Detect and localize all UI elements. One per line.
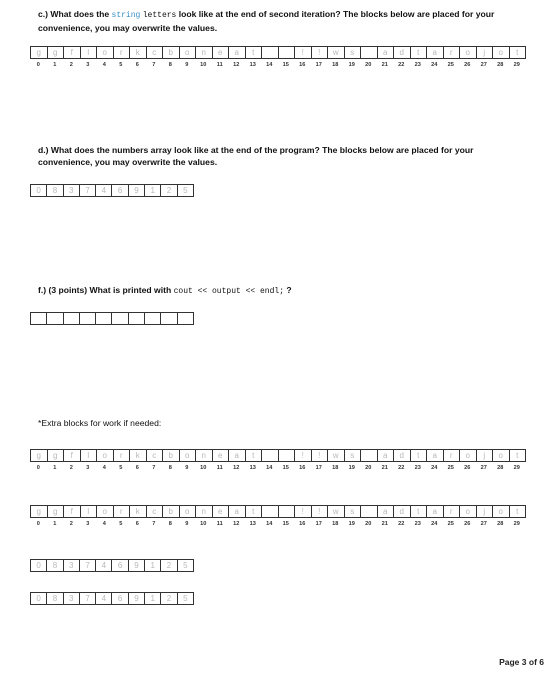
letter-cell[interactable]: k xyxy=(130,449,147,462)
letter-cell[interactable]: j xyxy=(477,505,494,518)
output-cell[interactable] xyxy=(145,312,161,325)
letter-cell[interactable]: ! xyxy=(295,505,312,518)
number-cell[interactable]: 4 xyxy=(96,559,112,572)
letter-cell[interactable]: o xyxy=(180,505,197,518)
index-label: 6 xyxy=(135,465,139,471)
index-label: 16 xyxy=(299,521,306,527)
letter-cell[interactable]: e xyxy=(213,449,230,462)
letter-cell[interactable]: a xyxy=(229,46,246,59)
index-label: 19 xyxy=(348,465,355,471)
letter-cell[interactable]: o xyxy=(460,46,477,59)
letter-cell[interactable] xyxy=(361,505,378,518)
page-current: 3 xyxy=(521,657,527,667)
letter-cell[interactable]: t xyxy=(246,46,263,59)
index-label: 18 xyxy=(332,465,339,471)
letter-cell[interactable]: s xyxy=(345,46,362,59)
index-label: 22 xyxy=(398,465,405,471)
number-cell[interactable]: 8 xyxy=(47,184,63,197)
number-cell[interactable]: 6 xyxy=(112,559,128,572)
number-cell[interactable]: 5 xyxy=(178,559,194,572)
letter-cell[interactable]: g xyxy=(48,449,65,462)
number-cell[interactable]: 1 xyxy=(145,559,161,572)
letter-cell[interactable]: a xyxy=(229,449,246,462)
index-label: 2 xyxy=(69,465,73,471)
index-label: 4 xyxy=(102,62,106,68)
index-label: 6 xyxy=(135,62,139,68)
letter-cell[interactable]: ! xyxy=(295,449,312,462)
letter-cell[interactable] xyxy=(262,46,279,59)
index-label: 26 xyxy=(464,62,471,68)
index-label: 3 xyxy=(86,62,90,68)
letter-cell[interactable]: g xyxy=(48,505,65,518)
index-label: 27 xyxy=(480,521,487,527)
index-label: 25 xyxy=(447,62,454,68)
question-f xyxy=(38,284,528,298)
number-cell[interactable]: 2 xyxy=(161,184,177,197)
numbers-block-row xyxy=(30,184,194,197)
index-label: 9 xyxy=(185,465,189,471)
question-f-code: cout << output << endl; xyxy=(173,287,285,296)
index-label: 16 xyxy=(299,465,306,471)
output-cell[interactable] xyxy=(161,312,177,325)
number-cell[interactable]: 0 xyxy=(31,559,47,572)
letter-cell[interactable]: a xyxy=(229,505,246,518)
index-label: 28 xyxy=(497,521,504,527)
index-label: 11 xyxy=(216,62,223,68)
index-label: 27 xyxy=(480,62,487,68)
question-d-text: d.) What does the numbers array look like at the end of the program? The blocks below are placed for your convenience, you may overwrite the values. xyxy=(38,145,474,167)
index-label: 13 xyxy=(249,521,256,527)
number-cell[interactable]: 6 xyxy=(112,184,128,197)
letter-cell[interactable]: g xyxy=(31,449,48,462)
index-label: 4 xyxy=(102,521,106,527)
letter-cell[interactable]: t xyxy=(510,505,527,518)
number-cell[interactable]: 2 xyxy=(161,592,177,605)
index-label: 26 xyxy=(464,465,471,471)
index-label: 17 xyxy=(315,521,322,527)
output-cell[interactable] xyxy=(47,312,63,325)
extra-letters-block-row-1 xyxy=(30,449,526,462)
letter-cell[interactable]: t xyxy=(246,505,263,518)
index-label: 15 xyxy=(282,465,289,471)
letter-cell[interactable]: s xyxy=(345,449,362,462)
number-cell[interactable]: 3 xyxy=(64,184,80,197)
letter-cell[interactable]: b xyxy=(163,46,180,59)
number-cell[interactable]: 3 xyxy=(64,559,80,572)
letter-cell[interactable]: l xyxy=(81,505,98,518)
index-label: 0 xyxy=(36,465,40,471)
question-f-text-pre: f.) (3 points) What is printed with xyxy=(38,285,174,295)
index-label: 24 xyxy=(431,521,438,527)
index-label: 1 xyxy=(53,465,57,471)
letter-cell[interactable]: j xyxy=(477,449,494,462)
number-cell[interactable]: 5 xyxy=(178,592,194,605)
index-label: 9 xyxy=(185,62,189,68)
letter-cell[interactable]: n xyxy=(196,46,213,59)
letter-cell[interactable]: o xyxy=(180,449,197,462)
number-cell[interactable]: 7 xyxy=(80,592,96,605)
letter-cell[interactable]: k xyxy=(130,46,147,59)
letter-cell[interactable]: g xyxy=(31,505,48,518)
letter-cell[interactable]: a xyxy=(378,505,395,518)
extra-letters-index-row-1 xyxy=(30,465,525,471)
number-cell[interactable]: 4 xyxy=(96,184,112,197)
question-c-text-pre: c.) What does the xyxy=(38,9,112,19)
page-number xyxy=(499,657,544,667)
number-cell[interactable]: 7 xyxy=(80,184,96,197)
output-cell[interactable] xyxy=(112,312,128,325)
letter-cell[interactable]: o xyxy=(97,505,114,518)
index-label: 4 xyxy=(102,465,106,471)
letter-cell[interactable]: ! xyxy=(312,505,329,518)
index-label: 23 xyxy=(414,521,421,527)
index-label: 25 xyxy=(447,521,454,527)
number-cell[interactable]: 9 xyxy=(129,559,145,572)
index-label: 20 xyxy=(365,521,372,527)
letter-cell[interactable]: t xyxy=(246,449,263,462)
letter-cell[interactable]: n xyxy=(196,449,213,462)
number-cell[interactable]: 8 xyxy=(47,559,63,572)
number-cell[interactable]: 5 xyxy=(178,184,194,197)
output-cell[interactable] xyxy=(80,312,96,325)
index-label: 19 xyxy=(348,521,355,527)
index-label: 12 xyxy=(233,521,240,527)
letter-cell[interactable]: s xyxy=(345,505,362,518)
output-block-row xyxy=(30,312,194,325)
index-label: 24 xyxy=(431,465,438,471)
index-label: 14 xyxy=(266,62,273,68)
index-label: 24 xyxy=(431,62,438,68)
letter-cell[interactable]: a xyxy=(427,449,444,462)
number-cell[interactable]: 2 xyxy=(161,559,177,572)
letter-cell[interactable]: f xyxy=(64,46,81,59)
letter-cell[interactable]: f xyxy=(64,505,81,518)
letter-cell[interactable]: o xyxy=(493,449,510,462)
letter-cell[interactable]: w xyxy=(328,505,345,518)
letter-cell[interactable]: r xyxy=(444,46,461,59)
output-cell[interactable] xyxy=(31,312,47,325)
number-cell[interactable]: 6 xyxy=(112,592,128,605)
letter-cell[interactable]: ! xyxy=(312,46,329,59)
letter-cell[interactable]: t xyxy=(411,46,428,59)
page-total: 6 xyxy=(539,657,544,667)
index-label: 18 xyxy=(332,521,339,527)
extra-letters-index-row-2 xyxy=(30,521,525,527)
number-cell[interactable]: 9 xyxy=(129,592,145,605)
index-label: 17 xyxy=(315,62,322,68)
question-c-text-post: look like at the end of second iteration? The blocks below are placed for your convenience, you may overwrite the values. xyxy=(38,9,495,33)
question-c-code-type: string xyxy=(111,11,141,20)
letter-cell[interactable]: c xyxy=(147,505,164,518)
number-cell[interactable]: 1 xyxy=(145,184,161,197)
letter-cell[interactable]: t xyxy=(411,449,428,462)
letter-cell[interactable]: o xyxy=(97,46,114,59)
index-label: 18 xyxy=(332,62,339,68)
number-cell[interactable]: 1 xyxy=(145,592,161,605)
index-label: 14 xyxy=(266,521,273,527)
index-label: 13 xyxy=(249,62,256,68)
letter-cell[interactable] xyxy=(361,46,378,59)
index-label: 10 xyxy=(200,465,207,471)
letter-cell[interactable]: r xyxy=(444,449,461,462)
letter-cell[interactable]: k xyxy=(130,505,147,518)
letter-cell[interactable]: n xyxy=(196,505,213,518)
index-label: 5 xyxy=(119,62,123,68)
index-label: 13 xyxy=(249,465,256,471)
letter-cell[interactable]: b xyxy=(163,449,180,462)
letter-cell[interactable]: ! xyxy=(295,46,312,59)
letter-cell[interactable]: t xyxy=(411,505,428,518)
letter-cell[interactable]: e xyxy=(213,505,230,518)
index-label: 20 xyxy=(365,62,372,68)
question-c-code-var: letters xyxy=(142,11,177,20)
index-label: 12 xyxy=(233,62,240,68)
index-label: 25 xyxy=(447,465,454,471)
letter-cell[interactable]: ! xyxy=(312,449,329,462)
index-label: 10 xyxy=(200,521,207,527)
number-cell[interactable]: 4 xyxy=(96,592,112,605)
index-label: 29 xyxy=(513,465,520,471)
page-prefix: Page xyxy=(499,657,522,667)
letter-cell[interactable]: g xyxy=(31,46,48,59)
number-cell[interactable]: 9 xyxy=(129,184,145,197)
index-label: 27 xyxy=(480,465,487,471)
index-label: 8 xyxy=(168,521,172,527)
letter-cell[interactable]: a xyxy=(427,46,444,59)
index-label: 15 xyxy=(282,62,289,68)
letter-cell[interactable]: c xyxy=(147,46,164,59)
index-label: 2 xyxy=(69,521,73,527)
index-label: 0 xyxy=(36,62,40,68)
index-label: 16 xyxy=(299,62,306,68)
question-c xyxy=(38,8,528,34)
index-label: 3 xyxy=(86,521,90,527)
letter-cell[interactable] xyxy=(262,449,279,462)
letter-cell[interactable]: f xyxy=(64,449,81,462)
letter-cell[interactable]: e xyxy=(213,46,230,59)
letter-cell[interactable]: d xyxy=(394,505,411,518)
index-label: 28 xyxy=(497,62,504,68)
question-d xyxy=(38,144,528,168)
index-label: 6 xyxy=(135,521,139,527)
index-label: 26 xyxy=(464,521,471,527)
index-label: 23 xyxy=(414,62,421,68)
index-label: 8 xyxy=(168,62,172,68)
number-cell[interactable]: 0 xyxy=(31,184,47,197)
letter-cell[interactable]: o xyxy=(493,505,510,518)
letter-cell[interactable]: t xyxy=(510,46,527,59)
letter-cell[interactable]: r xyxy=(114,46,131,59)
letter-cell[interactable]: a xyxy=(378,46,395,59)
letter-cell[interactable]: j xyxy=(477,46,494,59)
index-label: 1 xyxy=(53,521,57,527)
letter-cell[interactable]: w xyxy=(328,449,345,462)
index-label: 28 xyxy=(497,465,504,471)
output-cell[interactable] xyxy=(178,312,194,325)
index-label: 9 xyxy=(185,521,189,527)
index-label: 15 xyxy=(282,521,289,527)
extra-numbers-block-row-2 xyxy=(30,592,194,605)
index-label: 7 xyxy=(152,465,156,471)
index-label: 12 xyxy=(233,465,240,471)
index-label: 8 xyxy=(168,465,172,471)
letter-cell[interactable]: l xyxy=(81,46,98,59)
letters-block-row xyxy=(30,46,526,59)
extra-blocks-text: *Extra blocks for work if needed: xyxy=(38,418,162,428)
index-label: 22 xyxy=(398,62,405,68)
index-label: 0 xyxy=(36,521,40,527)
index-label: 2 xyxy=(69,62,73,68)
letter-cell[interactable] xyxy=(279,46,296,59)
page-of: of xyxy=(526,657,540,667)
letter-cell[interactable]: g xyxy=(48,46,65,59)
question-f-text-post: ? xyxy=(284,285,292,295)
index-label: 21 xyxy=(381,62,388,68)
output-cell[interactable] xyxy=(96,312,112,325)
number-cell[interactable]: 8 xyxy=(47,592,63,605)
letter-cell[interactable]: l xyxy=(81,449,98,462)
letter-cell[interactable]: a xyxy=(427,505,444,518)
number-cell[interactable]: 7 xyxy=(80,559,96,572)
letter-cell[interactable]: d xyxy=(394,46,411,59)
letter-cell[interactable]: w xyxy=(328,46,345,59)
index-label: 23 xyxy=(414,465,421,471)
extra-blocks-label xyxy=(38,417,528,429)
output-cell[interactable] xyxy=(64,312,80,325)
index-label: 3 xyxy=(86,465,90,471)
index-label: 29 xyxy=(513,62,520,68)
letter-cell[interactable] xyxy=(262,505,279,518)
letter-cell[interactable]: c xyxy=(147,449,164,462)
letter-cell[interactable]: o xyxy=(460,505,477,518)
index-label: 21 xyxy=(381,465,388,471)
index-label: 5 xyxy=(119,465,123,471)
letter-cell[interactable] xyxy=(361,449,378,462)
index-label: 14 xyxy=(266,465,273,471)
letter-cell[interactable]: o xyxy=(97,449,114,462)
letter-cell[interactable]: r xyxy=(444,505,461,518)
letter-cell[interactable] xyxy=(279,505,296,518)
letter-cell[interactable]: r xyxy=(114,505,131,518)
letter-cell[interactable]: o xyxy=(180,46,197,59)
index-label: 21 xyxy=(381,521,388,527)
index-label: 7 xyxy=(152,62,156,68)
letter-cell[interactable]: a xyxy=(378,449,395,462)
index-label: 22 xyxy=(398,521,405,527)
letter-cell[interactable]: d xyxy=(394,449,411,462)
index-label: 11 xyxy=(216,521,223,527)
index-label: 1 xyxy=(53,62,57,68)
extra-letters-block-row-2 xyxy=(30,505,526,518)
index-label: 20 xyxy=(365,465,372,471)
letter-cell[interactable]: o xyxy=(460,449,477,462)
index-label: 17 xyxy=(315,465,322,471)
index-label: 19 xyxy=(348,62,355,68)
number-cell[interactable]: 3 xyxy=(64,592,80,605)
output-cell[interactable] xyxy=(129,312,145,325)
letter-cell[interactable]: o xyxy=(493,46,510,59)
letter-cell[interactable]: t xyxy=(510,449,527,462)
letters-index-row xyxy=(30,62,525,68)
index-label: 10 xyxy=(200,62,207,68)
letter-cell[interactable]: b xyxy=(163,505,180,518)
index-label: 29 xyxy=(513,521,520,527)
index-label: 5 xyxy=(119,521,123,527)
extra-numbers-block-row-1 xyxy=(30,559,194,572)
index-label: 11 xyxy=(216,465,223,471)
letter-cell[interactable]: r xyxy=(114,449,131,462)
number-cell[interactable]: 0 xyxy=(31,592,47,605)
letter-cell[interactable] xyxy=(279,449,296,462)
index-label: 7 xyxy=(152,521,156,527)
